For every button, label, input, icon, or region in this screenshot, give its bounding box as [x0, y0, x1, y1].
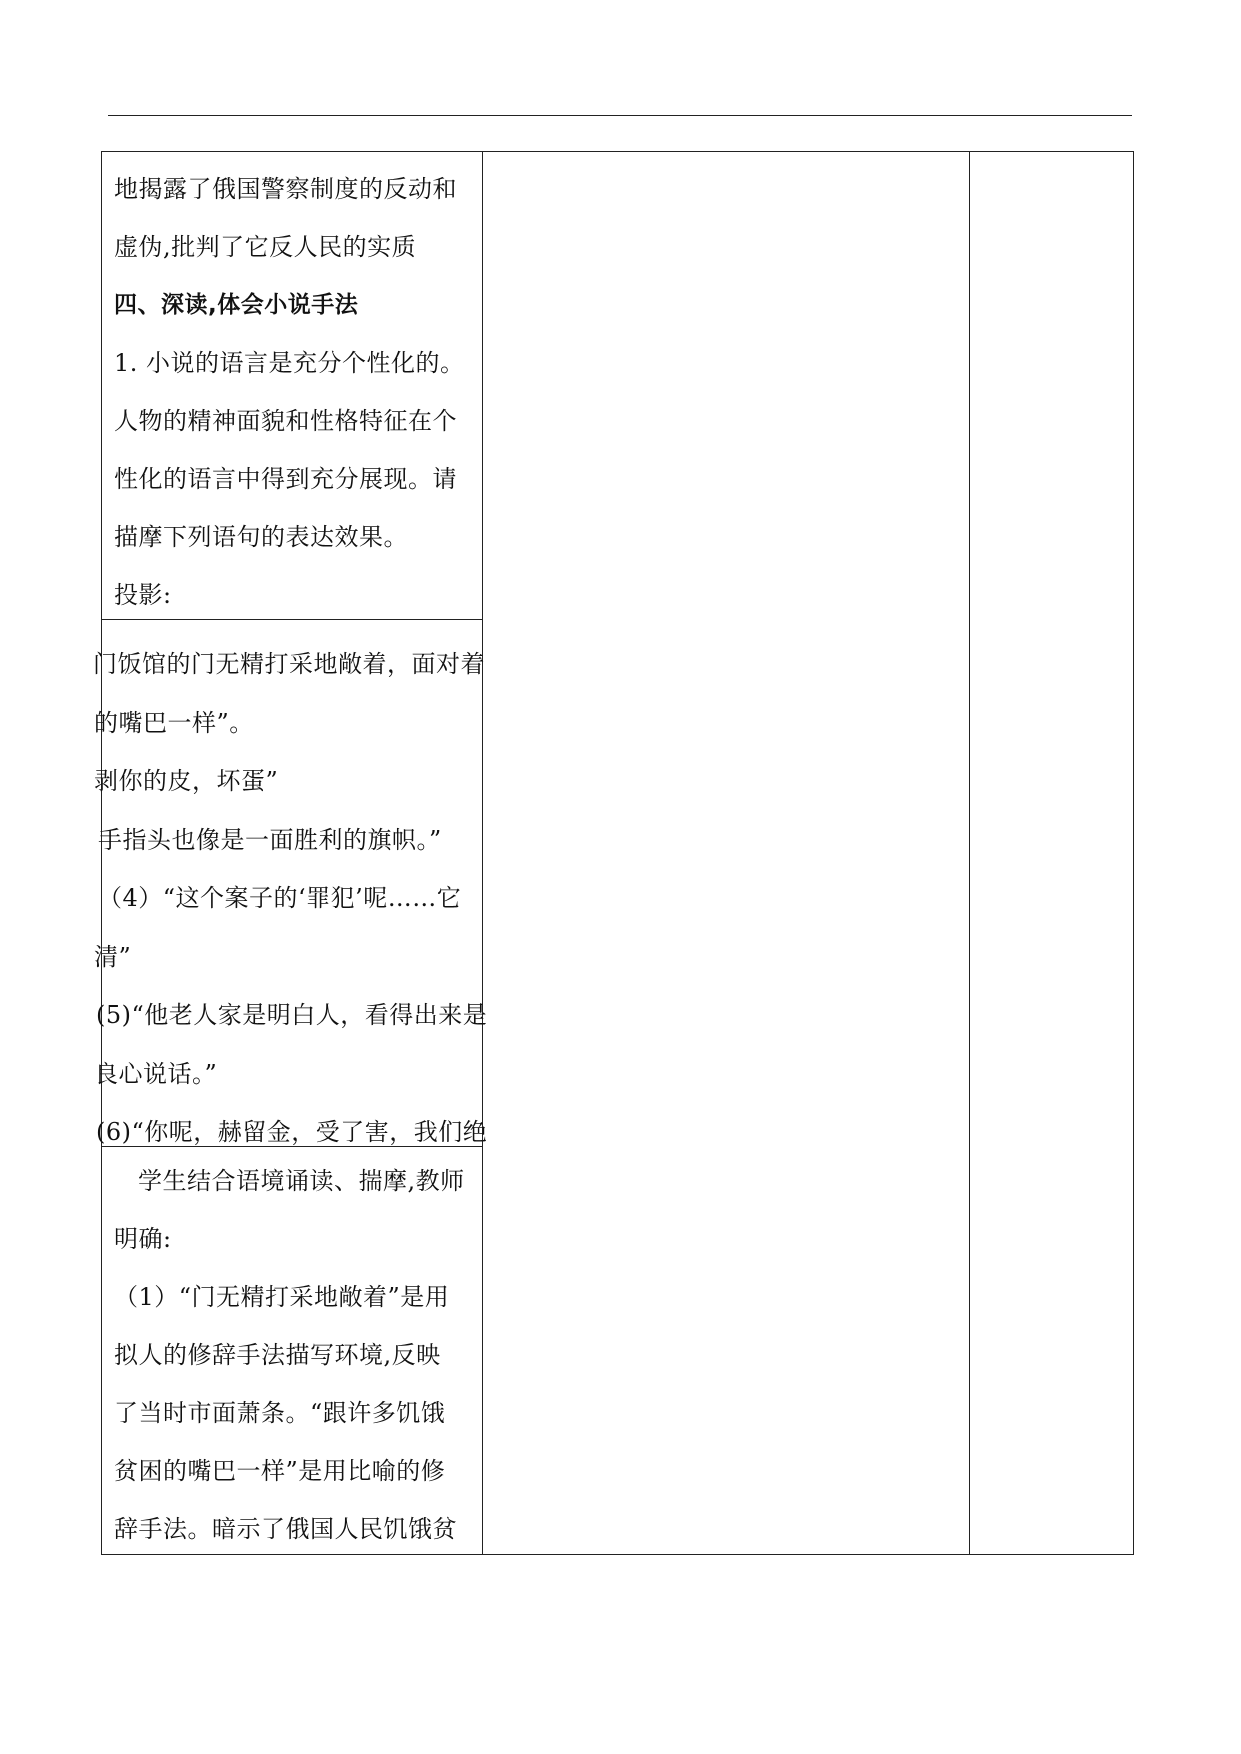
- section-heading: 四、深读,体会小说手法: [114, 292, 359, 318]
- text-line: 投影:: [114, 581, 172, 609]
- text-line: 人物的精神面貌和性格特征在个: [114, 407, 457, 435]
- text-line: 贫困的嘴巴一样”是用比喻的修: [114, 1457, 446, 1485]
- quote-line: 手指头也像是一面胜利的旗帜。”: [98, 825, 442, 854]
- teaching-content-cell-3: [114, 1152, 474, 1558]
- projection-quotes-cell: [93, 621, 488, 1146]
- quote-line: 清”: [94, 942, 132, 971]
- text-line: 拟人的修辞手法描写环境,反映: [114, 1341, 441, 1369]
- text-line: 虚伪,批判了它反人民的实质: [114, 233, 417, 261]
- text-line: 描摩下列语句的表达效果。: [114, 523, 408, 551]
- quote-line: 剥你的皮，坏蛋”: [94, 767, 279, 795]
- column-divider-2: [969, 151, 970, 1555]
- text-line: 性化的语言中得到充分展现。请: [114, 465, 457, 493]
- quote-line: (5)“他老人家是明白人，看得出来是: [96, 1001, 488, 1029]
- quote-line: 良心说话。”: [94, 1059, 218, 1088]
- text-line: （1）“门无精打采地敞着”是用: [114, 1283, 450, 1311]
- text-line: 辞手法。暗示了俄国人民饥饿贫: [114, 1515, 457, 1543]
- quote-line: （4）“这个案子的‘罪犯’呢……它: [98, 884, 462, 912]
- text-line: 1. 小说的语言是充分个性化的。: [114, 349, 465, 377]
- teaching-content-cell-1: [114, 160, 474, 624]
- quote-line: 门饭馆的门无精打采地敞着，面对着: [93, 650, 485, 678]
- quote-line: (6)“你呢，赫留金，受了害，我们绝: [96, 1118, 488, 1146]
- text-line: 明确:: [114, 1225, 172, 1253]
- text-line: 地揭露了俄国警察制度的反动和: [114, 175, 457, 203]
- text-line: 学生结合语境诵读、揣摩,教师: [138, 1167, 465, 1195]
- text-line: 了当时市面萧条。“跟许多饥饿: [114, 1399, 446, 1427]
- header-rule: [108, 115, 1132, 116]
- quote-line: 的嘴巴一样”。: [94, 708, 254, 737]
